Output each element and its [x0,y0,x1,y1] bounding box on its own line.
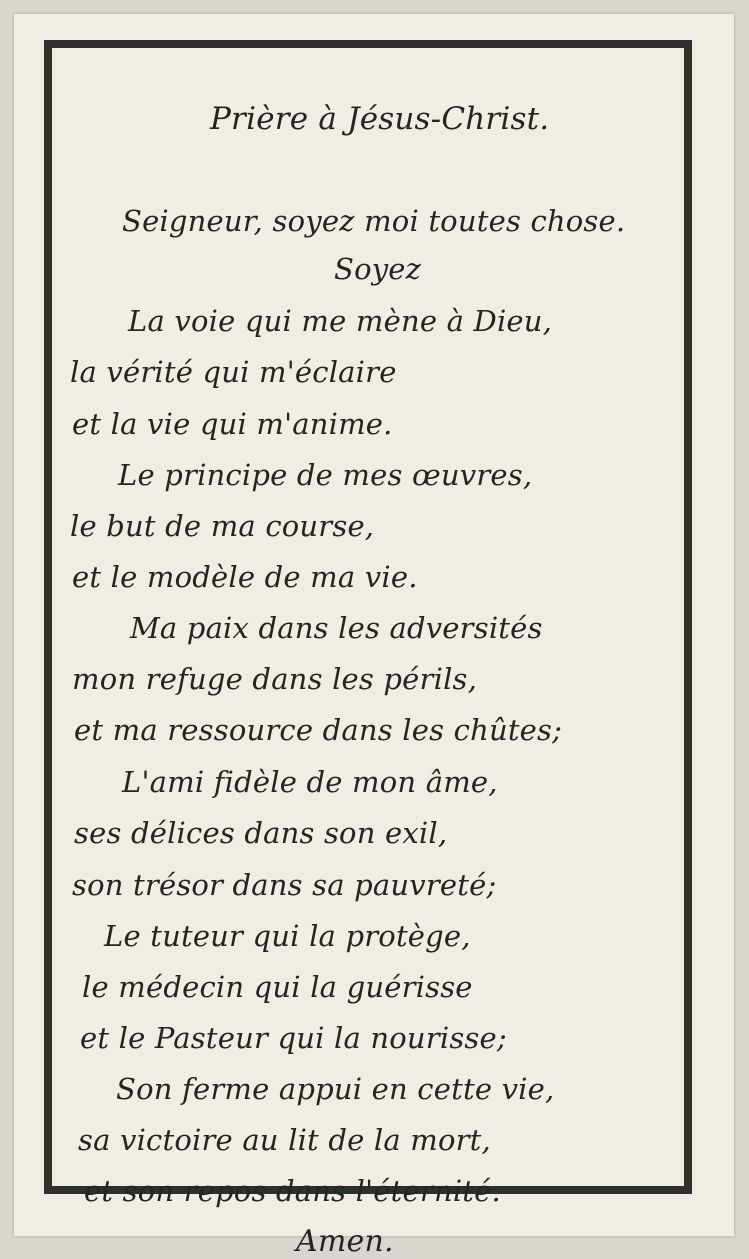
stanza-6-line-2: sa victoire au lit de la mort, [78,1123,491,1157]
stanza-3-line-3: et ma ressource dans les chûtes; [74,713,563,747]
stanza-4-line-2: ses délices dans son exil, [74,816,448,850]
stanza-3-line-2: mon refuge dans les périls, [72,662,478,696]
stanza-5-line-3: et le Pasteur qui la nourisse; [80,1021,507,1055]
stanza-6-line-1: Son ferme appui en cette vie, [116,1072,555,1106]
stanza-2-line-1: Le principe de mes œuvres, [118,458,533,492]
stanza-6-line-3: et son repos dans l'éternité. [84,1174,501,1208]
card-border-frame [44,40,692,1259]
stanza-5-line-2: le médecin qui la guérisse [82,970,473,1004]
opening-line-2: Soyez [334,252,422,286]
prayer-title: Prière à Jésus-Christ. [210,101,550,137]
stanza-4-line-1: L'ami fidèle de mon âme, [122,765,498,799]
prayer-card [14,14,734,1259]
stanza-3-line-1: Ma paix dans les adversités [130,611,543,645]
prayer-closing: Amen. [296,1224,394,1259]
stanza-2-line-3: et le modèle de ma vie. [72,560,418,594]
stanza-4-line-3: son trésor dans sa pauvreté; [72,868,497,902]
stanza-5-line-1: Le tuteur qui la protège, [104,919,471,953]
stanza-1-line-1: La voie qui me mène à Dieu, [128,304,553,338]
stanza-2-line-2: le but de ma course, [70,509,375,543]
stanza-1-line-2: la vérité qui m'éclaire [70,355,397,389]
opening-line-1: Seigneur, soyez moi toutes chose. [122,204,626,238]
stanza-1-line-3: et la vie qui m'anime. [72,407,393,441]
prayer-text [60,76,688,1259]
